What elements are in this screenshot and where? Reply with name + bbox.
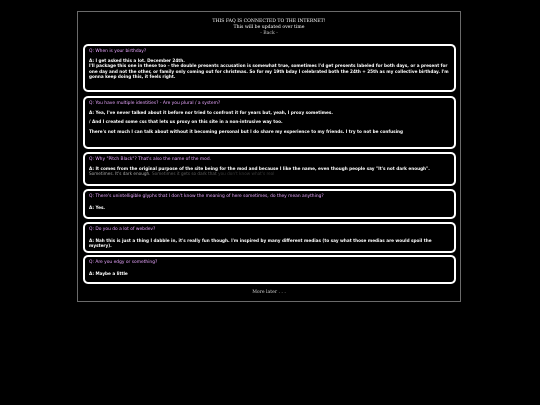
- faq-answer: A: Yes.: [89, 205, 106, 210]
- faq-answer-fading: [89, 171, 450, 176]
- faq-question: Q: Are you edgy or something?: [89, 260, 158, 265]
- faq-item-pitch-black: [83, 152, 456, 186]
- faq-answer: A: Nah this is just a thing I dabble in, it's really fun though. I'm inspired by many different medias (to say what those medias are would spoil the mystery).: [89, 238, 432, 249]
- faq-answer: A: Yea, I've never talked about it before nor tried to confront it for years but, yeah, I proxy sometimes.: [89, 110, 333, 115]
- fading-text-3: you don't know what's real: [218, 171, 275, 177]
- internet-notice: THIS FAQ IS CONNECTED TO THE INTERNET!: [212, 19, 326, 24]
- faq-question: Q: There's unintelligible glyphs that I don't know the meaning of here sometimes, do they mean anything?: [89, 194, 324, 199]
- faq-answer: There's not much I can talk about without it becoming personal but I do share my experience to my friends. I try to not be confusing: [89, 128, 404, 134]
- fading-text-2: Sometimes it gets so dark that: [151, 171, 217, 177]
- faq-item-glyphs: [83, 189, 456, 219]
- faq-answer: A: Maybe a little: [89, 271, 128, 276]
- faq-answer-proxy: / And I created some css that lets us proxy on this site in a non-intrusive way too.: [89, 119, 283, 125]
- back-link[interactable]: - Back -: [260, 31, 278, 37]
- fading-text-1: Sometimes. It's dark enough.: [89, 171, 151, 177]
- faq-answer: A: I get asked this a lot. December 24th.: [89, 58, 185, 63]
- faq-question: Q: Do you do a lot of webdev?: [89, 227, 156, 232]
- more-later-text: More later . . .: [252, 290, 286, 295]
- faq-panel: [77, 11, 461, 302]
- faq-item-edgy: [83, 255, 456, 284]
- faq-answer: I'll package this one in these too – the double presents accusation is somewhat true, sometimes I'd get presents labeled for both days, or a present for one day and not the other, or family only coming out for christmas. So for my 19th bday I celebrated both the 24th + 25th as my collective birthday. I'm gonna keep doing this, it feels right.: [89, 63, 449, 80]
- update-notice: This will be updated over time: [233, 25, 305, 31]
- faq-question: Q: You have multiple identities? - Are you plural / a system?: [89, 101, 221, 106]
- faq-question: Q: Why "Pitch Black"? That's also the name of the mod.: [89, 157, 212, 162]
- faq-item-birthday: [83, 44, 456, 92]
- faq-item-webdev: [83, 222, 456, 253]
- faq-header: [78, 19, 460, 38]
- faq-question: Q: When is your birthday?: [89, 49, 147, 54]
- faq-item-plural: [83, 96, 456, 149]
- faq-answer: A: It comes from the original purpose of the site being for the mod and because I like the name, even though people say "It's not dark enough".: [89, 166, 430, 171]
